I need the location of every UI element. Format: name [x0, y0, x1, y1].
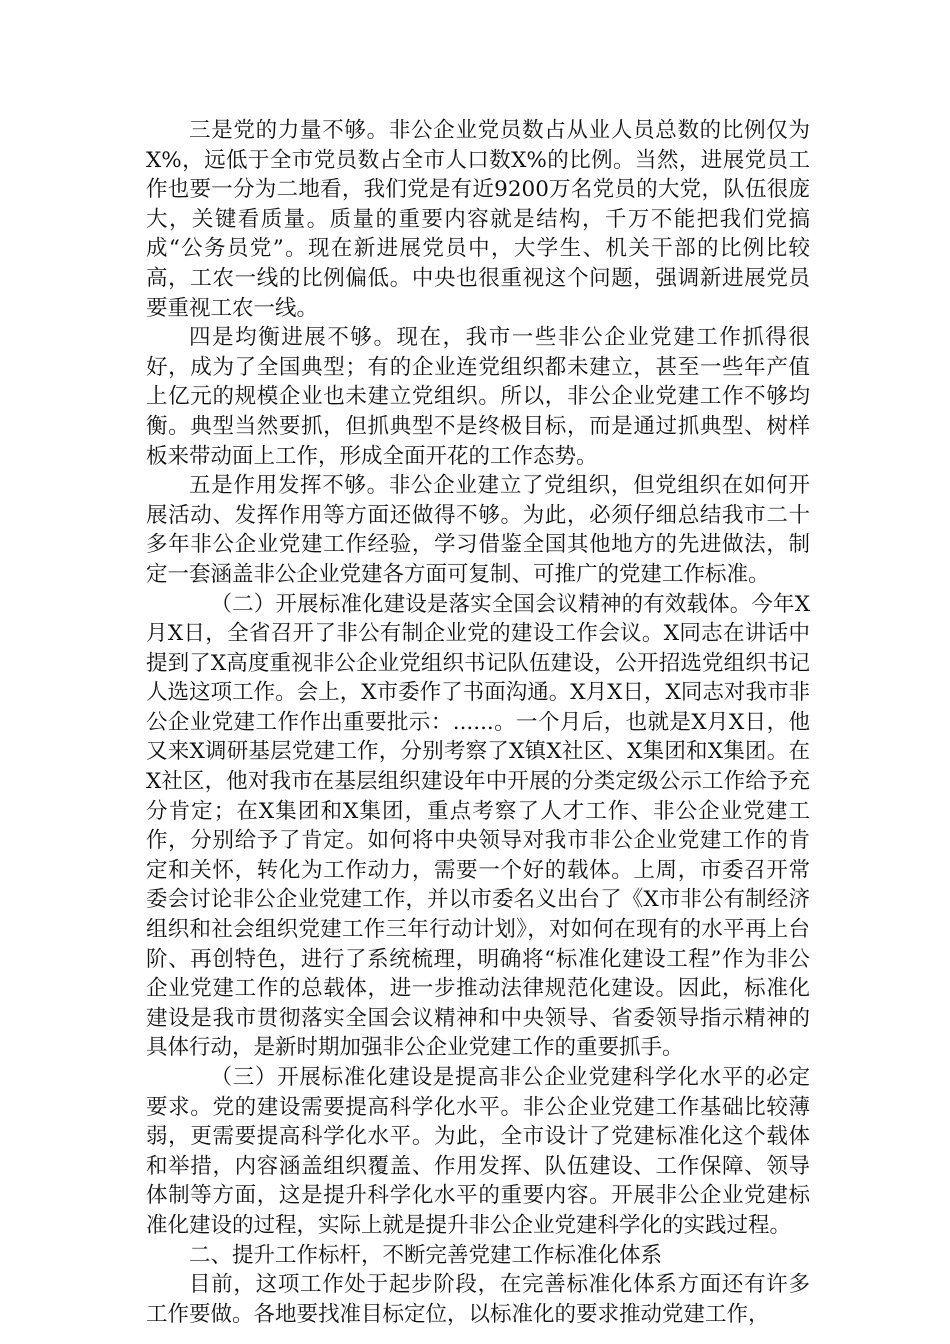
document-body: [146, 116, 810, 1329]
paragraph-current-stage: 目前，这项工作处于起步阶段，在完善标准化体系方面还有许多工作要做。各地要找准目标定位，以标准化的要求推动党建工作，: [146, 1272, 810, 1327]
section-heading-2: 二、提升工作标杆，不断完善党建工作标准化体系: [189, 1242, 663, 1268]
paragraph-role-play: 五是作用发挥不够。非公企业建立了党组织，但党组织在如何开展活动、发挥作用等方面还做得不够。为此，必须仔细总结我市二十多年非公企业党建工作经验，学习借鉴全国其他地方的先进做法，制定一套涵盖非公企业党建各方面可复制、可推广的党建工作标准。: [146, 473, 810, 587]
paragraph-section-2: （二）开展标准化建设是落实全国会议精神的有效载体。今年X月X日，全省召开了非公有制企业党的建设工作会议。X同志在讲话中提到了X高度重视非公企业党组织书记队伍建设，公开招选党组织书记人选这项工作。会上，X市委作了书面沟通。X月X日，X同志对我市非公企业党建工作作出重要批示：......。一个月后，也就是X月X日，他又来X调研基层党建工作，分别考察了X镇X社区、X集团和X集团。在X社区，他对我市在基层组织建设年中开展的分类定级公示工作给予充分肯定；在X集团和X集团，重点考察了人才工作、非公企业党建工作，分别给予了肯定。如何将中央领导对我市非公企业党建工作的肯定和关怀，转化为工作动力，需要一个好的载体。上周，市委召开常委会讨论非公企业党建工作，并以市委名义出台了《X市非公有制经济组织和社会组织党建工作三年行动计划》，对如何在现有的水平再上台阶、再创特色，进行了系统梳理，明确将“标准化建设工程”作为非公企业党建工作的总载体，进一步推动法律规范化建设。因此，标准化建设是我市贯彻落实全国会议精神和中央领导、省委领导指示精神的具体行动，是新时期加强非公企业党建工作的重要抓手。: [146, 591, 810, 1061]
paragraph-balanced-development: 四是均衡进展不够。现在，我市一些非公企业党建工作抓得很好，成为了全国典型；有的企业连党组织都未建立，甚至一些年产值上亿元的规模企业也未建立党组织。所以，非公企业党建工作不够均衡。典型当然要抓，但抓典型不是终极目标，而是通过抓典型、树样板来带动面上工作，形成全面开花的工作态势。: [146, 325, 810, 469]
paragraph-party-strength: 三是党的力量不够。非公企业党员数占从业人员总数的比例仅为X%，远低于全市党员数占全市人口数X%的比例。当然，进展党员工作也要一分为二地看，我们党是有近9200万名党员的大党，队伍很庞大，关键看质量。质量的重要内容就是结构，千万不能把我们党搞成“公务员党”。现在新进展党员中，大学生、机关干部的比例比较高，工农一线的比例偏低。中央也很重视这个问题，强调新进展党员要重视工农一线。: [146, 118, 810, 321]
paragraph-section-3: （三）开展标准化建设是提高非公企业党建科学化水平的必定要求。党的建设需要提高科学化水平。非公企业党建工作基础比较薄弱，更需要提高科学化水平。为此，全市设计了党建标准化这个载体和举措，内容涵盖组织覆盖、作用发挥、队伍建设、工作保障、领导体制等方面，这是提升科学化水平的重要内容。开展非公企业党建标准化建设的过程，实际上就是提升非公企业党建科学化的实践过程。: [146, 1065, 810, 1238]
